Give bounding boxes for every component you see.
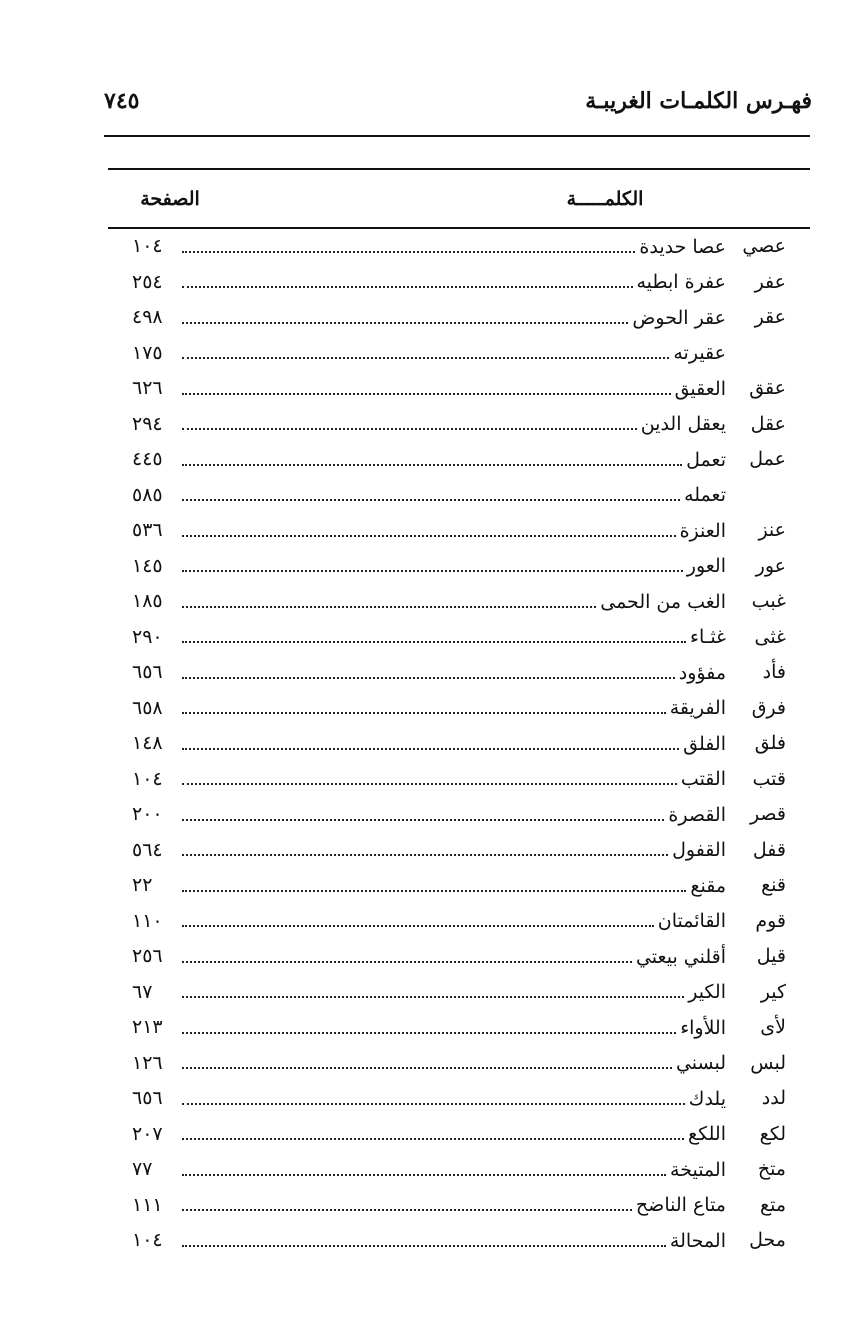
row-root: لدد (761, 1087, 786, 1109)
row-leader (178, 1188, 726, 1224)
row-page-number: ٢٠٧ (132, 1122, 163, 1145)
header-rule (104, 135, 810, 137)
row-root: عقر (754, 306, 786, 328)
row-leader (178, 478, 726, 514)
row-page-number: ١٤٨ (132, 732, 163, 754)
dot-leader (182, 641, 686, 643)
row-root: فلق (754, 732, 786, 754)
row-word: تعمله (684, 484, 726, 507)
row-leader (178, 549, 726, 585)
row-root: قفل (752, 838, 786, 861)
index-row (132, 1046, 786, 1082)
dot-leader (182, 1209, 632, 1211)
dot-leader (182, 1032, 676, 1034)
row-root: قنع (761, 874, 786, 896)
row-root: عفر (754, 270, 786, 293)
row-leader (178, 1223, 726, 1259)
row-page-number: ٤٤٥ (132, 448, 163, 470)
row-word: يلدك (688, 1087, 726, 1110)
row-leader (178, 868, 726, 904)
row-page-number: ٢٩٤ (132, 412, 163, 435)
dot-leader (182, 464, 682, 466)
row-leader (178, 265, 726, 301)
row-word: الغب من الحمى (600, 590, 726, 613)
row-root: متخ (757, 1158, 786, 1180)
row-word: مفؤود (678, 661, 726, 684)
row-root: غثى (754, 625, 786, 648)
row-root: فرق (751, 696, 786, 719)
row-root: قيل (756, 945, 786, 967)
row-word: القائمتان (657, 910, 726, 933)
row-page-number: ٥٨٥ (132, 483, 163, 506)
index-row (132, 1223, 786, 1259)
row-leader (178, 1117, 726, 1153)
row-root: محل (749, 1229, 786, 1251)
row-word: متاع الناضح (635, 1194, 726, 1217)
row-leader (178, 1152, 726, 1188)
row-word: عقر الحوض (632, 306, 726, 329)
row-page-number: ٢٢ (132, 874, 153, 896)
row-word: مقنع (690, 874, 726, 897)
row-word: المحالة (669, 1229, 726, 1252)
dot-leader (182, 357, 669, 359)
row-leader (178, 407, 726, 443)
index-row (132, 265, 786, 301)
dot-leader (182, 499, 680, 501)
row-page-number: ٢٠٠ (132, 803, 163, 825)
row-leader (178, 620, 726, 656)
dot-leader (182, 890, 686, 892)
row-page-number: ١٤٥ (132, 554, 163, 577)
row-page-number: ١١٠ (132, 909, 163, 932)
row-word: يعقل الدين (640, 413, 726, 436)
dot-leader (182, 1138, 684, 1140)
row-leader (178, 1081, 726, 1117)
dot-leader (182, 251, 635, 253)
dot-leader (182, 712, 666, 714)
row-word: القصرة (668, 803, 726, 826)
dot-leader (182, 1174, 666, 1176)
index-row (132, 691, 786, 727)
index-row (132, 655, 786, 691)
row-root: عصي (742, 235, 786, 257)
index-row (132, 868, 786, 904)
row-root: عقل (750, 412, 786, 435)
index-row (132, 513, 786, 549)
row-leader (178, 513, 726, 549)
row-word: الفريقة (669, 697, 726, 720)
row-leader (178, 371, 726, 407)
row-page-number: ٢١٣ (132, 1016, 163, 1038)
index-row (132, 797, 786, 833)
row-page-number: ٦٧ (132, 980, 153, 1003)
dot-leader (182, 925, 654, 927)
row-word: العور (686, 555, 726, 578)
row-page-number: ٢٥٦ (132, 945, 163, 967)
row-root: لأى (760, 1016, 786, 1038)
row-page-number: ٧٧ (132, 1158, 153, 1180)
row-page-number: ١٠٤ (132, 235, 163, 257)
dot-leader (182, 535, 676, 537)
index-rows (132, 229, 786, 1259)
index-row (132, 1152, 786, 1188)
row-word: المتيخة (670, 1158, 726, 1181)
dot-leader (182, 606, 596, 608)
dot-leader (182, 570, 683, 572)
row-page-number: ١١١ (132, 1193, 163, 1216)
index-row (132, 1188, 786, 1224)
index-row (132, 371, 786, 407)
row-page-number: ٦٥٦ (132, 1087, 163, 1109)
row-word: العقيق (674, 377, 726, 400)
column-header-word: الكلمـــــة (566, 188, 644, 210)
row-leader (178, 939, 726, 975)
row-word: لبسني (675, 1052, 726, 1075)
row-leader (178, 975, 726, 1011)
index-row (132, 336, 786, 372)
row-leader (178, 762, 726, 798)
row-leader (178, 726, 726, 762)
row-word: أقلني بيعتي (635, 945, 726, 968)
index-row (132, 1081, 786, 1117)
row-root: لبس (750, 1051, 786, 1074)
index-row (132, 407, 786, 443)
row-word: الكير (688, 981, 726, 1004)
dot-leader (182, 783, 677, 785)
row-word: القتب (680, 768, 726, 791)
table-top-rule (108, 168, 810, 170)
index-row (132, 620, 786, 656)
row-page-number: ٥٣٦ (132, 519, 163, 541)
row-word: القفول (672, 839, 726, 862)
row-word: الفلق (683, 732, 726, 755)
row-page-number: ١٠٤ (132, 1229, 163, 1251)
row-root: غبب (751, 590, 786, 612)
index-row (132, 726, 786, 762)
index-row (132, 939, 786, 975)
page-number: ٧٤٥ (104, 88, 140, 114)
row-page-number: ١٧٥ (132, 341, 163, 364)
row-root: قصر (749, 803, 786, 825)
row-word: اللأواء (680, 1016, 726, 1039)
dot-leader (182, 819, 664, 821)
row-page-number: ١٠٤ (132, 767, 163, 790)
row-page-number: ١٢٦ (132, 1051, 163, 1074)
row-word: عفرة ابطيه (636, 271, 726, 294)
row-page-number: ٢٩٠ (132, 625, 163, 648)
index-row (132, 904, 786, 940)
row-leader (178, 442, 726, 478)
row-page-number: ٦٥٨ (132, 696, 163, 719)
row-leader (178, 229, 726, 265)
index-row (132, 478, 786, 514)
row-leader (178, 691, 726, 727)
dot-leader (182, 748, 679, 750)
row-root: كير (760, 980, 786, 1003)
dot-leader (182, 393, 671, 395)
row-page-number: ٢٥٤ (132, 270, 163, 293)
index-row (132, 975, 786, 1011)
row-root: عقق (749, 377, 786, 399)
index-row (132, 1010, 786, 1046)
row-word: عقيرته (673, 342, 726, 365)
index-row (132, 762, 786, 798)
row-word: العنزة (679, 519, 726, 542)
dot-leader (182, 996, 684, 998)
dot-leader (182, 677, 675, 679)
dot-leader (182, 961, 632, 963)
index-row (132, 549, 786, 585)
row-root: عنز (758, 519, 786, 541)
row-leader (178, 1046, 726, 1082)
row-leader (178, 336, 726, 372)
index-row (132, 833, 786, 869)
index-row (132, 229, 786, 265)
row-word: غثـاء (690, 626, 726, 649)
row-page-number: ٦٥٦ (132, 661, 163, 683)
dot-leader (182, 1103, 685, 1105)
row-root: قوم (755, 909, 786, 932)
row-word: عصا حديدة (639, 235, 726, 258)
row-root: عمل (749, 448, 786, 470)
dot-leader (182, 1245, 666, 1247)
row-page-number: ١٨٥ (132, 590, 163, 612)
row-leader (178, 1010, 726, 1046)
row-word: اللكع (688, 1123, 726, 1146)
row-leader (178, 300, 726, 336)
row-word: تعمل (686, 448, 726, 471)
index-row (132, 442, 786, 478)
row-root: لكع (759, 1122, 786, 1145)
dot-leader (182, 854, 668, 856)
row-root: متع (759, 1193, 786, 1216)
dot-leader (182, 322, 628, 324)
row-leader (178, 584, 726, 620)
row-leader (178, 833, 726, 869)
column-header-page: الصفحة (140, 188, 200, 210)
row-root: قتب (752, 767, 786, 790)
row-leader (178, 797, 726, 833)
row-leader (178, 655, 726, 691)
row-page-number: ٦٢٦ (132, 377, 163, 399)
row-leader (178, 904, 726, 940)
dot-leader (182, 428, 637, 430)
dot-leader (182, 286, 633, 288)
index-row (132, 300, 786, 336)
index-row (132, 584, 786, 620)
row-root: عور (755, 554, 786, 577)
row-page-number: ٤٩٨ (132, 306, 163, 328)
running-title: فهـرس الكلمـات الغريبـة (585, 88, 812, 114)
dot-leader (182, 1067, 672, 1069)
row-root: فأد (762, 661, 786, 683)
index-row (132, 1117, 786, 1153)
row-page-number: ٥٦٤ (132, 838, 163, 861)
